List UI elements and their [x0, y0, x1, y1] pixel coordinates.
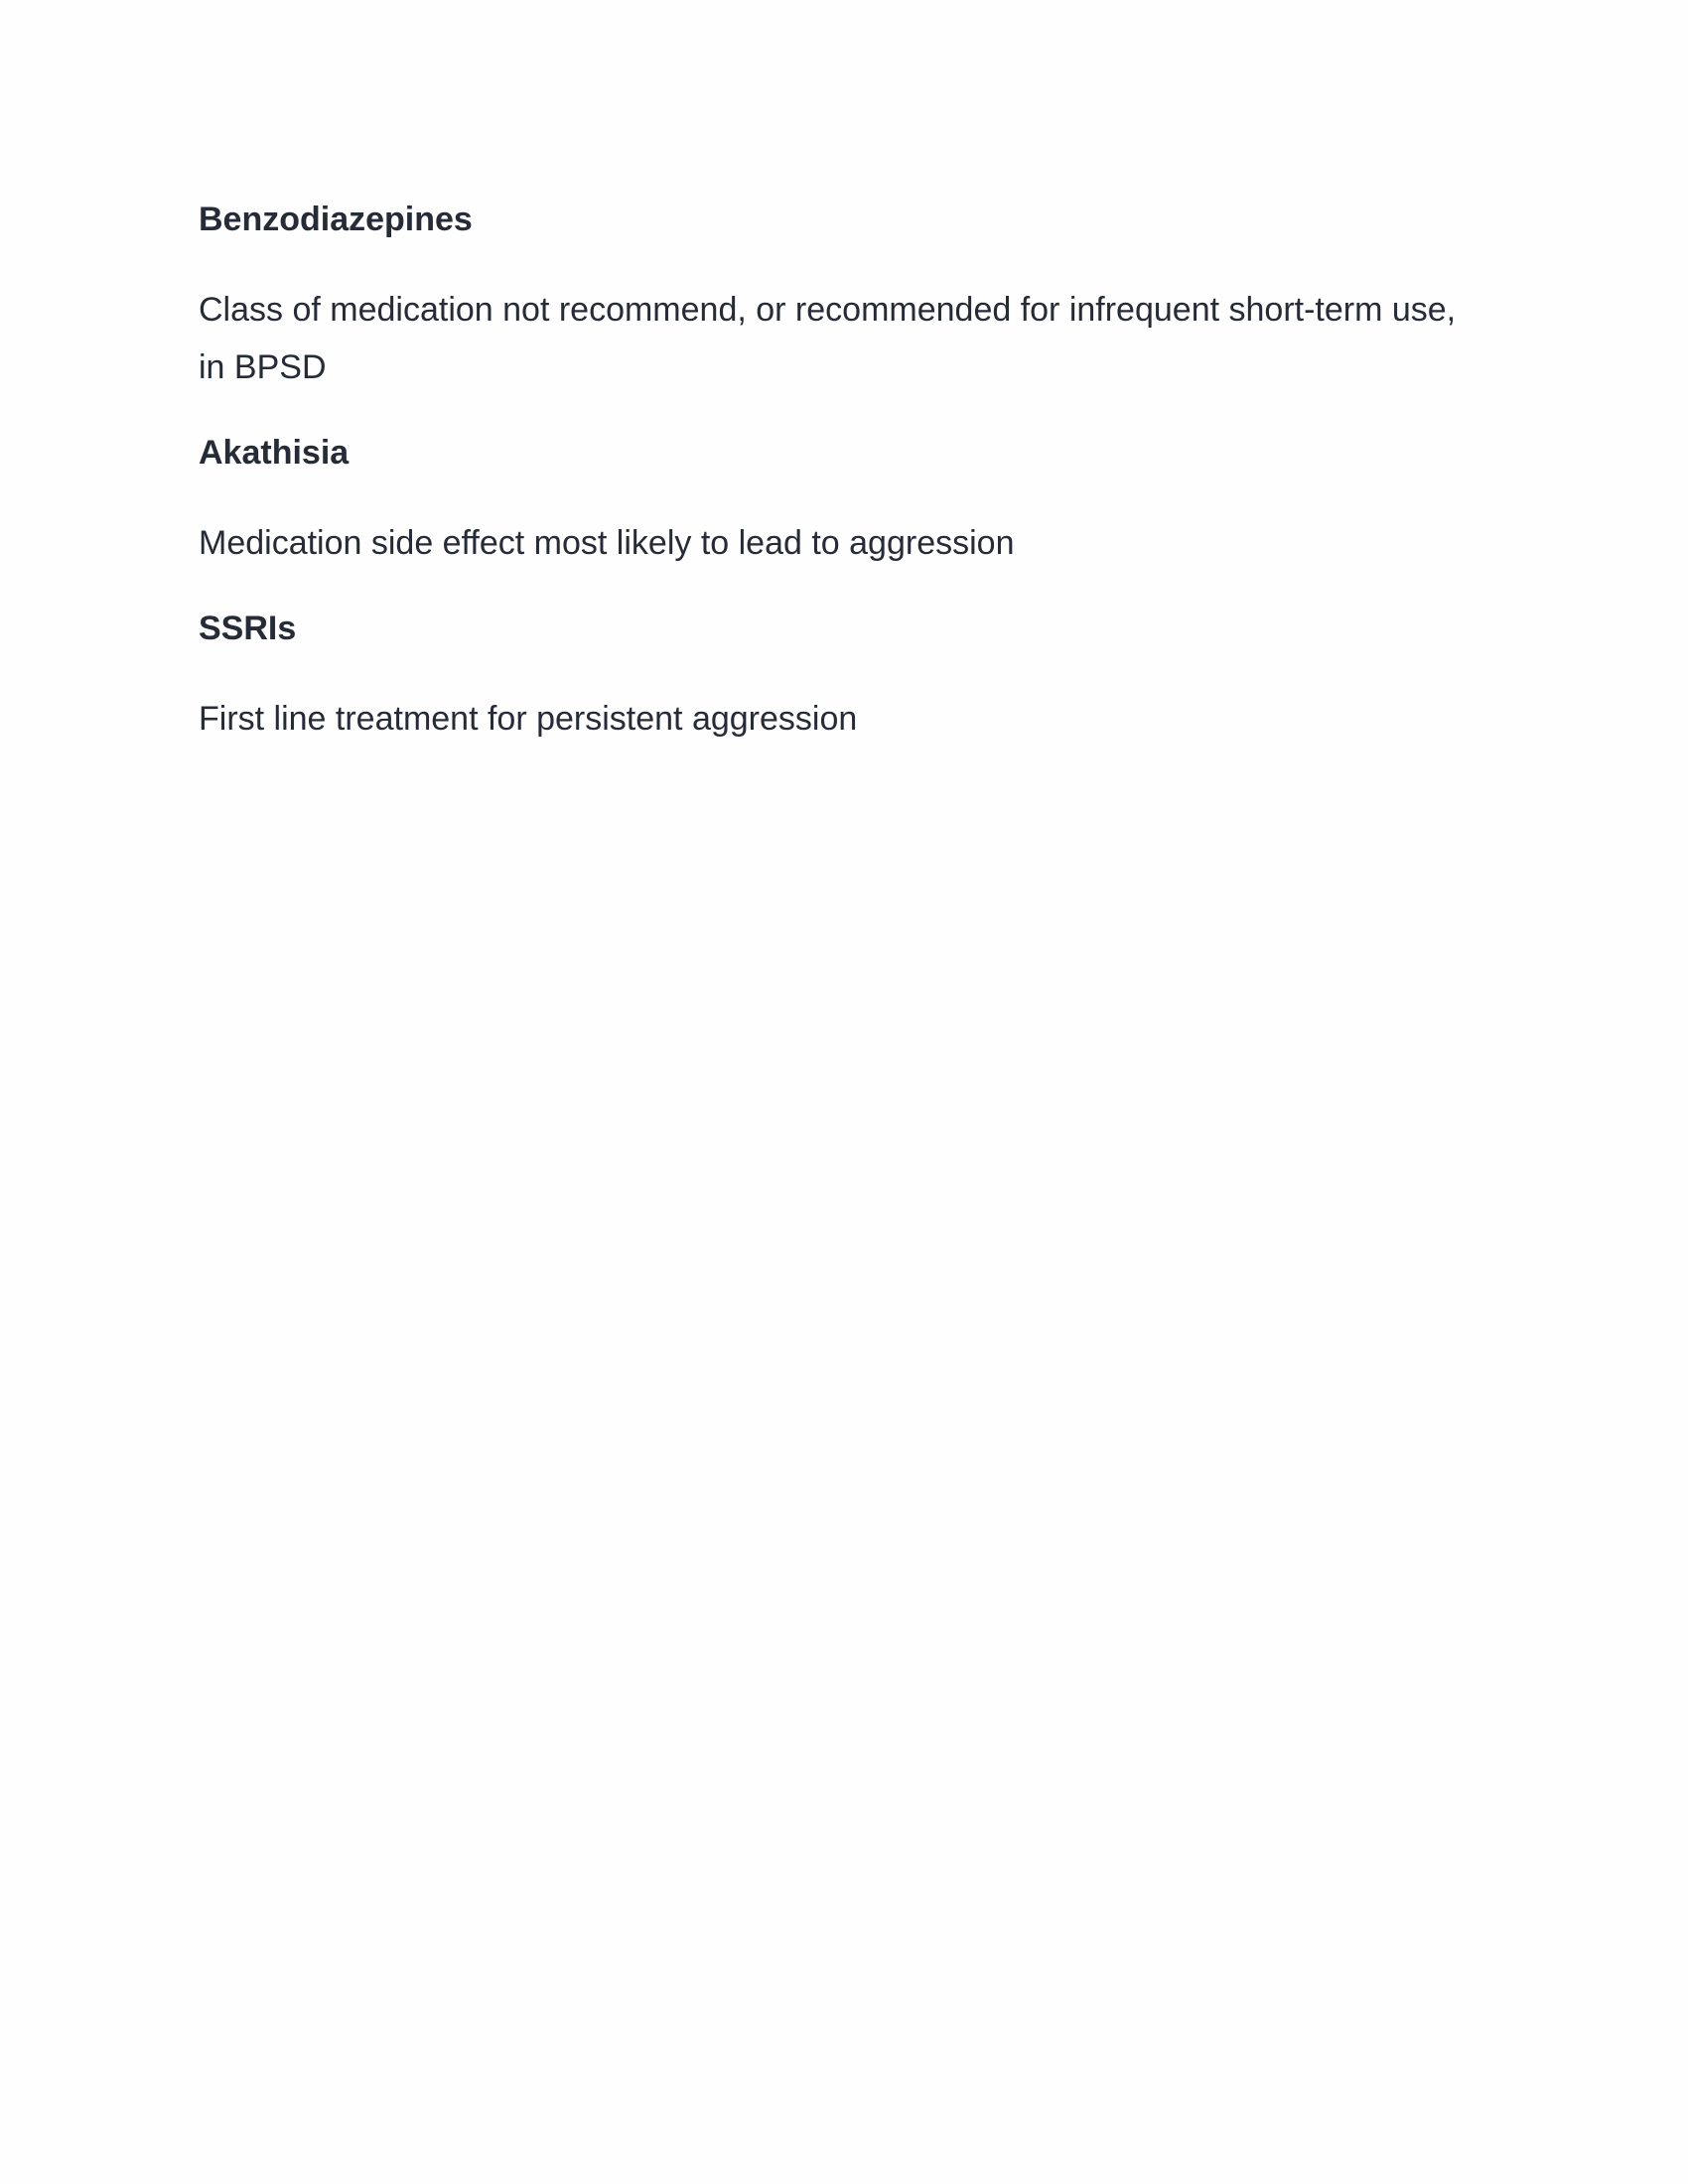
flashcard-item: [199, 604, 1489, 748]
card-definition: Class of medication not recommend, or recommended for infrequent short-term use, in BPSD: [199, 291, 1457, 386]
flashcard-item: [199, 428, 1489, 604]
card-term: Benzodiazepines: [199, 201, 473, 238]
card-term: Akathisia: [199, 434, 350, 472]
card-term: SSRIs: [199, 610, 297, 647]
flashcard-list: [199, 195, 1489, 748]
flashcard-item: [199, 195, 1489, 428]
card-definition: First line treatment for persistent aggression: [199, 700, 858, 738]
card-definition: Medication side effect most likely to lead to aggression: [199, 524, 1015, 562]
